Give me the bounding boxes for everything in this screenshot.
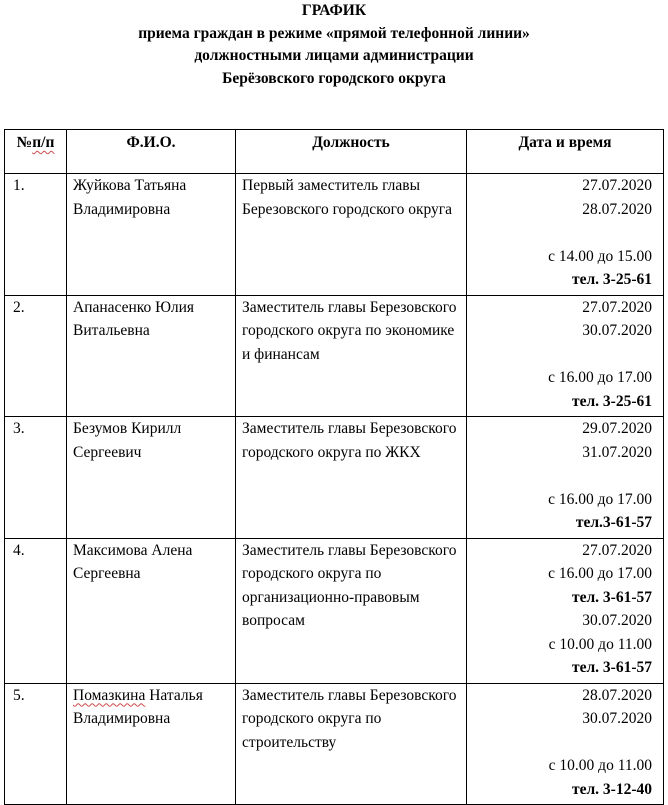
title-line-3: должностными лицами администрации <box>194 47 474 64</box>
title-line-1: ГРАФИК <box>301 2 367 19</box>
row-position: Заместитель главы Березовского городского округа по строительству <box>236 683 467 805</box>
row-number: 1. <box>5 174 67 296</box>
time-range: с 10.00 до 11.00 <box>548 635 652 653</box>
row-datetime <box>467 683 664 805</box>
table-row <box>5 417 664 539</box>
table-row <box>5 538 664 683</box>
row-datetime <box>467 538 664 683</box>
schedule-table <box>4 129 664 805</box>
time-range: с 16.00 до 17.00 <box>548 565 652 582</box>
row-number: 4. <box>5 538 67 683</box>
date: 27.07.2020 <box>582 298 652 316</box>
row-fio: Жуйкова Татьяна Владимировна <box>67 174 236 296</box>
header-num: №п/п <box>5 130 67 174</box>
row-number: 2. <box>5 295 67 417</box>
row-number: 3. <box>5 417 67 539</box>
time-range: с 16.00 до 17.00 <box>548 369 652 386</box>
table-row <box>5 683 664 805</box>
row-number: 5. <box>5 683 67 805</box>
table-header-row <box>5 130 664 174</box>
date: 30.07.2020 <box>582 710 652 727</box>
table-row <box>5 174 664 296</box>
row-fio: Безумов Кирилл Сергеевич <box>67 417 236 539</box>
date: 28.07.2020 <box>582 200 652 218</box>
phone-number: тел. 3-25-61 <box>571 271 652 288</box>
phone-number: тел. 3-61-57 <box>571 588 652 606</box>
document-title <box>0 0 668 90</box>
phone-number: тел. 3-61-57 <box>571 659 652 676</box>
row-position: Заместитель главы Березовского городского округа по ЖКХ <box>236 417 467 539</box>
row-datetime <box>467 417 664 539</box>
date: 28.07.2020 <box>582 686 652 704</box>
time-range: с 10.00 до 11.00 <box>548 757 652 774</box>
date: 29.07.2020 <box>582 420 652 437</box>
row-position: Заместитель главы Березовского городского округа по экономике и финансам <box>236 295 467 417</box>
row-fio: Помазкина Наталья Владимировна <box>67 683 236 805</box>
row-datetime <box>467 295 664 417</box>
date: 30.07.2020 <box>582 612 652 629</box>
row-position: Первый заместитель главы Березовского городского округа <box>236 174 467 296</box>
header-position: Должность <box>236 130 467 174</box>
date: 31.07.2020 <box>582 443 652 461</box>
time-range: с 16.00 до 17.00 <box>548 490 652 508</box>
date: 27.07.2020 <box>582 177 652 194</box>
row-fio: Максимова Алена Сергеевна <box>67 538 236 683</box>
table-row <box>5 295 664 417</box>
row-datetime <box>467 174 664 296</box>
title-line-4: Берёзовского городского округа <box>222 69 446 87</box>
row-fio: Апанасенко Юлия Витальевна <box>67 295 236 417</box>
title-line-2: приема граждан в режиме «прямой телефонной линии» <box>138 24 530 42</box>
phone-number: тел. 3-12-40 <box>571 780 652 798</box>
date: 30.07.2020 <box>582 322 652 339</box>
header-fio: Ф.И.О. <box>67 130 236 174</box>
header-datetime: Дата и время <box>467 130 664 174</box>
row-position: Заместитель главы Березовского городского округа по организационно-правовым вопросам <box>236 538 467 683</box>
time-range: с 14.00 до 15.00 <box>548 247 652 265</box>
phone-number: тел. 3-25-61 <box>571 392 652 410</box>
date: 27.07.2020 <box>582 541 652 559</box>
phone-number: тел.3-61-57 <box>575 514 652 531</box>
